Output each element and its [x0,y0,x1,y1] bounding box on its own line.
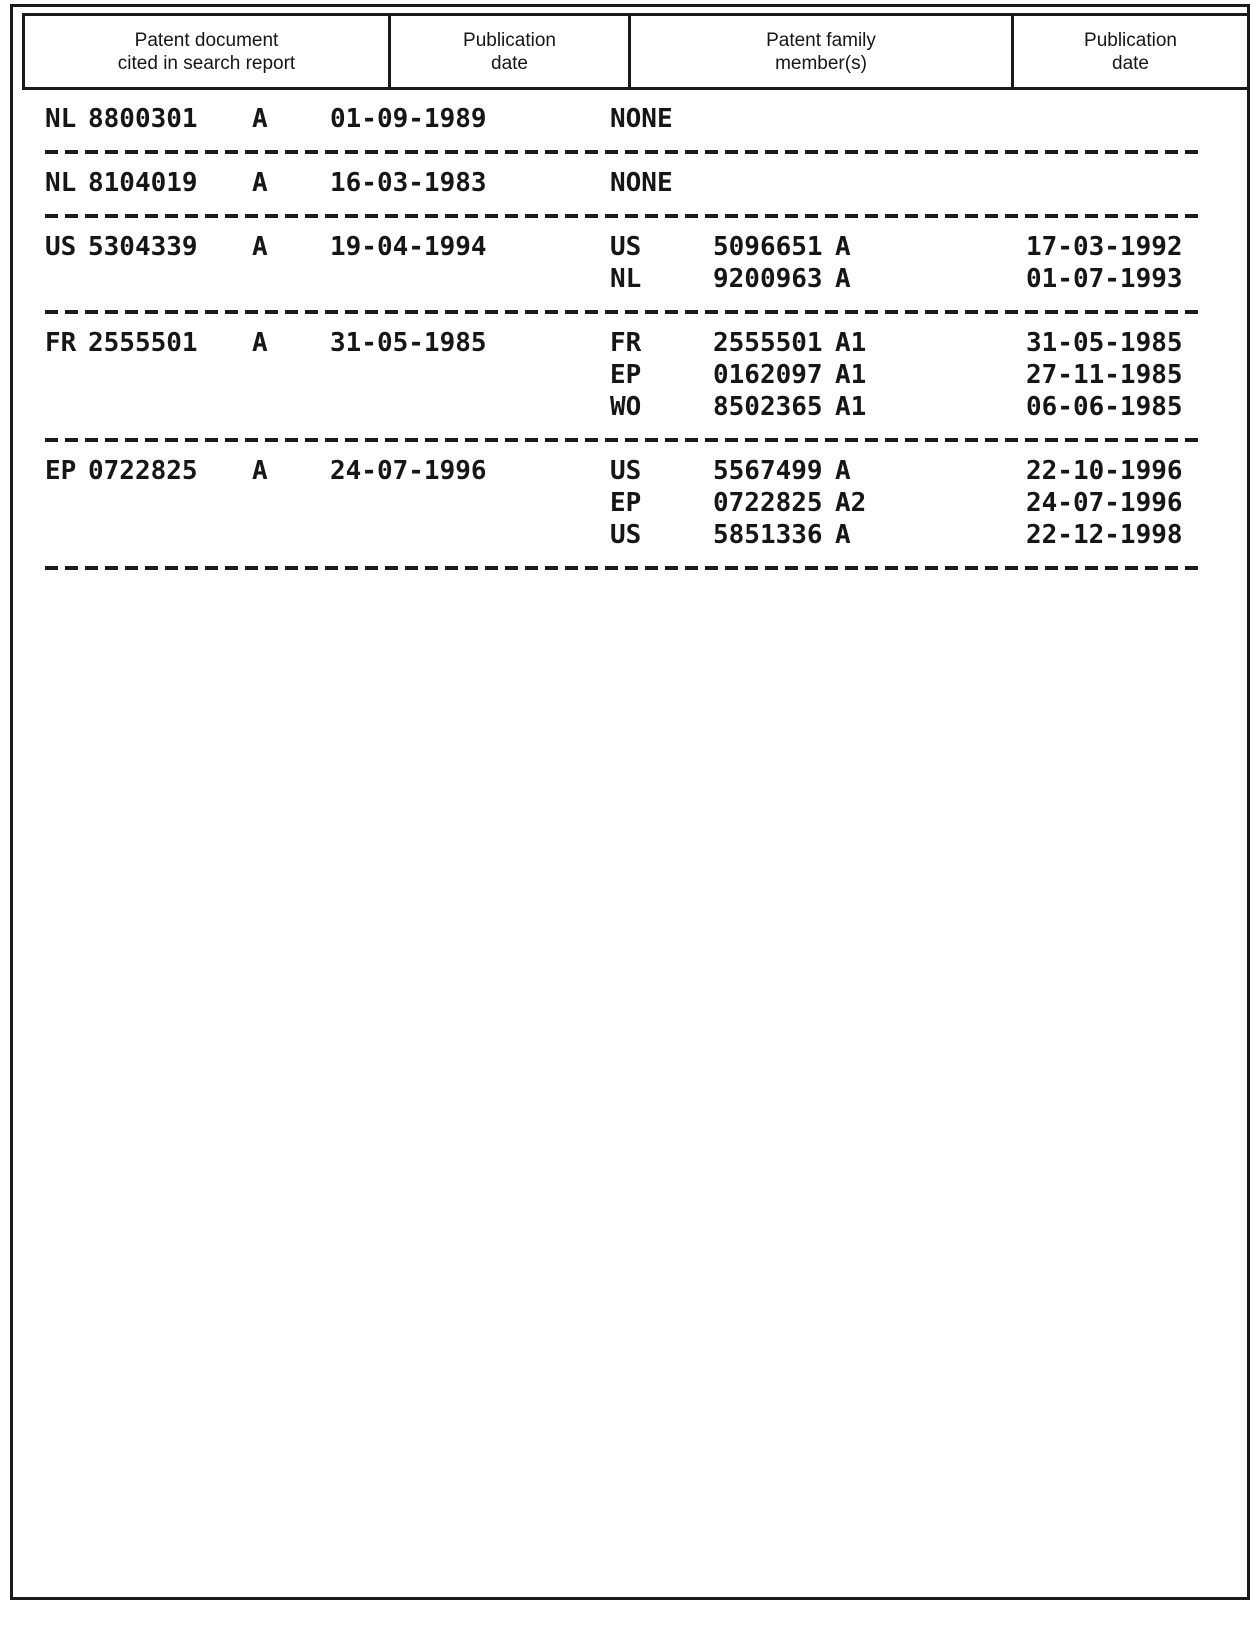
cited-kind-code: A [252,168,268,198]
cited-country: FR [45,328,77,358]
none-label: NONE [610,104,673,134]
family-kind-code: A1 [835,328,867,358]
table-line [0,102,1260,134]
table-line [0,326,1260,358]
patent-family-block [0,154,1260,214]
cited-number: 0722825 [88,456,198,486]
cited-publication-date: 01-09-1989 [330,104,487,134]
cited-publication-date: 31-05-1985 [330,328,487,358]
cited-publication-date: 24-07-1996 [330,456,487,486]
family-country: EP [610,360,642,390]
table-line [0,166,1260,198]
table-line [0,358,1260,390]
family-country: NL [610,264,642,294]
family-publication-date: 17-03-1992 [1026,232,1183,262]
cited-country: EP [45,456,77,486]
cited-kind-code: A [252,456,268,486]
patent-family-block [0,90,1260,150]
family-country: FR [610,328,642,358]
header-col-family-publication-date-line1: Publication [1084,29,1177,51]
row-separator [45,566,1203,570]
family-publication-date: 01-07-1993 [1026,264,1183,294]
family-country: US [610,456,642,486]
cited-kind-code: A [252,104,268,134]
cited-kind-code: A [252,232,268,262]
patent-family-block [0,314,1260,438]
header-col-publication-date-line1: Publication [463,29,556,51]
family-publication-date: 06-06-1985 [1026,392,1183,422]
table-line [0,454,1260,486]
family-country: US [610,520,642,550]
table-line [0,390,1260,422]
family-kind-code: A [835,264,851,294]
family-publication-date: 27-11-1985 [1026,360,1183,390]
family-publication-date: 31-05-1985 [1026,328,1183,358]
cited-kind-code: A [252,328,268,358]
cited-publication-date: 16-03-1983 [330,168,487,198]
family-country: EP [610,488,642,518]
family-country: WO [610,392,642,422]
header-col-patent-document [25,16,391,87]
table-body [0,90,1260,570]
family-number: 0722825 [713,488,823,518]
family-number: 8502365 [713,392,823,422]
header-col-patent-family [631,16,1014,87]
family-number: 5096651 [713,232,823,262]
family-kind-code: A [835,232,851,262]
family-country: US [610,232,642,262]
table-header [22,13,1250,90]
cited-country: US [45,232,77,262]
header-col-family-publication-date [1014,16,1247,87]
cited-number: 5304339 [88,232,198,262]
family-number: 5851336 [713,520,823,550]
table-line [0,230,1260,262]
header-col-publication-date-line2: date [491,52,528,74]
cited-number: 8104019 [88,168,198,198]
header-col-family-publication-date-line2: date [1112,52,1149,74]
family-publication-date: 24-07-1996 [1026,488,1183,518]
header-col-patent-family-line1: Patent family [766,29,876,51]
family-number: 0162097 [713,360,823,390]
header-col-patent-document-line1: Patent document [134,29,279,51]
cited-country: NL [45,168,77,198]
table-line [0,486,1260,518]
family-kind-code: A1 [835,360,867,390]
family-publication-date: 22-10-1996 [1026,456,1183,486]
header-col-publication-date [391,16,631,87]
header-col-patent-family-line2: member(s) [775,52,867,74]
family-kind-code: A2 [835,488,867,518]
cited-publication-date: 19-04-1994 [330,232,487,262]
cited-number: 8800301 [88,104,198,134]
family-number: 9200963 [713,264,823,294]
none-label: NONE [610,168,673,198]
header-col-patent-document-line2: cited in search report [117,52,296,74]
cited-number: 2555501 [88,328,198,358]
family-number: 2555501 [713,328,823,358]
family-number: 5567499 [713,456,823,486]
table-line [0,262,1260,294]
cited-country: NL [45,104,77,134]
family-kind-code: A [835,520,851,550]
family-publication-date: 22-12-1998 [1026,520,1183,550]
family-kind-code: A [835,456,851,486]
table-line [0,518,1260,550]
patent-family-block [0,442,1260,566]
family-kind-code: A1 [835,392,867,422]
patent-family-block [0,218,1260,310]
